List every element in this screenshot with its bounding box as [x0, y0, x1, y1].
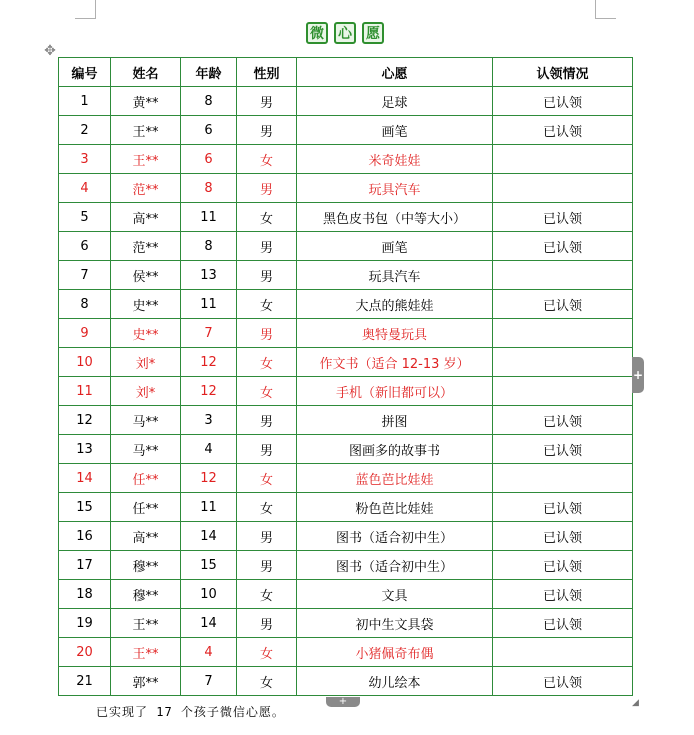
- cell-status: 已认领: [493, 609, 633, 638]
- cell-gender: 男: [237, 319, 297, 348]
- cell-wish: 画笔: [297, 232, 493, 261]
- cell-age: 11: [181, 203, 237, 232]
- title-char: 愿: [362, 22, 384, 44]
- cell-status: 已认领: [493, 232, 633, 261]
- cell-wish: 奥特曼玩具: [297, 319, 493, 348]
- cell-age: 8: [181, 87, 237, 116]
- cell-age: 11: [181, 290, 237, 319]
- cell-name: 任**: [111, 493, 181, 522]
- cell-wish: 文具: [297, 580, 493, 609]
- cell-status: [493, 319, 633, 348]
- cell-wish: 米奇娃娃: [297, 145, 493, 174]
- cell-wish: 手机（新旧都可以）: [297, 377, 493, 406]
- cell-gender: 男: [237, 116, 297, 145]
- cell-wish: 黑色皮书包（中等大小）: [297, 203, 493, 232]
- cell-gender: 女: [237, 580, 297, 609]
- cell-wish: 图画多的故事书: [297, 435, 493, 464]
- cell-gender: 男: [237, 435, 297, 464]
- cell-status: [493, 638, 633, 667]
- cell-name: 王**: [111, 609, 181, 638]
- header-name: 姓名: [111, 58, 181, 87]
- cell-name: 王**: [111, 145, 181, 174]
- cell-age: 11: [181, 493, 237, 522]
- cell-no: 20: [59, 638, 111, 667]
- cell-age: 14: [181, 522, 237, 551]
- cell-name: 史**: [111, 290, 181, 319]
- cell-no: 8: [59, 290, 111, 319]
- cell-gender: 女: [237, 493, 297, 522]
- cell-gender: 男: [237, 522, 297, 551]
- cell-wish: 粉色芭比娃娃: [297, 493, 493, 522]
- cell-no: 13: [59, 435, 111, 464]
- page-title: [306, 22, 384, 44]
- table-row: [59, 580, 633, 609]
- wish-table: [58, 57, 633, 696]
- table-header-row: [59, 58, 633, 87]
- cell-no: 15: [59, 493, 111, 522]
- cell-wish: 初中生文具袋: [297, 609, 493, 638]
- cell-name: 高**: [111, 203, 181, 232]
- cell-wish: 幼儿绘本: [297, 667, 493, 696]
- cell-name: 王**: [111, 116, 181, 145]
- table-row: [59, 261, 633, 290]
- cell-status: 已认领: [493, 87, 633, 116]
- cell-gender: 男: [237, 232, 297, 261]
- cell-gender: 女: [237, 667, 297, 696]
- cell-no: 6: [59, 232, 111, 261]
- cell-no: 17: [59, 551, 111, 580]
- cell-age: 6: [181, 145, 237, 174]
- cell-name: 范**: [111, 232, 181, 261]
- cell-wish: 玩具汽车: [297, 261, 493, 290]
- header-age: 年龄: [181, 58, 237, 87]
- cell-status: [493, 261, 633, 290]
- cell-wish: 图书（适合初中生）: [297, 551, 493, 580]
- table-move-icon[interactable]: ✥: [44, 43, 56, 59]
- table-row: [59, 609, 633, 638]
- cell-no: 4: [59, 174, 111, 203]
- cell-age: 15: [181, 551, 237, 580]
- cell-wish: 大点的熊娃娃: [297, 290, 493, 319]
- cell-no: 2: [59, 116, 111, 145]
- cell-gender: 女: [237, 464, 297, 493]
- table-row: [59, 493, 633, 522]
- cell-name: 刘*: [111, 348, 181, 377]
- table-row: [59, 435, 633, 464]
- table-row: [59, 522, 633, 551]
- cell-gender: 男: [237, 551, 297, 580]
- table-row: [59, 174, 633, 203]
- table-row: [59, 232, 633, 261]
- add-row-plus-icon[interactable]: +: [326, 697, 360, 707]
- cell-status: 已认领: [493, 667, 633, 696]
- cell-wish: 图书（适合初中生）: [297, 522, 493, 551]
- cell-gender: 女: [237, 290, 297, 319]
- cell-age: 7: [181, 667, 237, 696]
- cell-no: 21: [59, 667, 111, 696]
- cell-status: [493, 174, 633, 203]
- cell-status: 已认领: [493, 203, 633, 232]
- cell-name: 马**: [111, 435, 181, 464]
- cell-status: 已认领: [493, 406, 633, 435]
- table-row: [59, 406, 633, 435]
- table-row: [59, 377, 633, 406]
- cell-no: 12: [59, 406, 111, 435]
- cell-gender: 男: [237, 87, 297, 116]
- cell-status: 已认领: [493, 522, 633, 551]
- cell-name: 任**: [111, 464, 181, 493]
- cell-gender: 男: [237, 174, 297, 203]
- cell-wish: 作文书（适合 12-13 岁）: [297, 348, 493, 377]
- header-wish: 心愿: [297, 58, 493, 87]
- table-row: [59, 87, 633, 116]
- cell-status: 已认领: [493, 551, 633, 580]
- cell-wish: 小猪佩奇布偶: [297, 638, 493, 667]
- cell-status: [493, 464, 633, 493]
- cell-wish: 拼图: [297, 406, 493, 435]
- table-row: [59, 145, 633, 174]
- cell-name: 侯**: [111, 261, 181, 290]
- cell-no: 19: [59, 609, 111, 638]
- cell-age: 8: [181, 174, 237, 203]
- table-row: [59, 638, 633, 667]
- table-row: [59, 116, 633, 145]
- cell-gender: 女: [237, 377, 297, 406]
- cell-age: 13: [181, 261, 237, 290]
- cell-age: 12: [181, 348, 237, 377]
- cell-gender: 女: [237, 348, 297, 377]
- header-no: 编号: [59, 58, 111, 87]
- cell-name: 王**: [111, 638, 181, 667]
- cell-wish: 足球: [297, 87, 493, 116]
- table-row: [59, 290, 633, 319]
- cell-name: 范**: [111, 174, 181, 203]
- cell-age: 4: [181, 638, 237, 667]
- table-row: [59, 551, 633, 580]
- cell-age: 7: [181, 319, 237, 348]
- cell-name: 史**: [111, 319, 181, 348]
- header-gender: 性别: [237, 58, 297, 87]
- table-row: [59, 667, 633, 696]
- cell-age: 6: [181, 116, 237, 145]
- cell-wish: 画笔: [297, 116, 493, 145]
- title-char: 微: [306, 22, 328, 44]
- cell-no: 16: [59, 522, 111, 551]
- cell-status: 已认领: [493, 116, 633, 145]
- cell-name: 马**: [111, 406, 181, 435]
- table-row: [59, 348, 633, 377]
- cell-age: 8: [181, 232, 237, 261]
- cell-age: 10: [181, 580, 237, 609]
- cell-status: 已认领: [493, 493, 633, 522]
- cell-status: [493, 145, 633, 174]
- cell-status: 已认领: [493, 580, 633, 609]
- title-char: 心: [334, 22, 356, 44]
- cell-status: [493, 377, 633, 406]
- cell-name: 穆**: [111, 580, 181, 609]
- cell-name: 刘*: [111, 377, 181, 406]
- cell-no: 9: [59, 319, 111, 348]
- cell-age: 14: [181, 609, 237, 638]
- cell-no: 7: [59, 261, 111, 290]
- cell-no: 18: [59, 580, 111, 609]
- cell-age: 3: [181, 406, 237, 435]
- table-row: [59, 203, 633, 232]
- summary-text: 已实现了 17 个孩子微信心愿。: [96, 705, 285, 719]
- header-status: 认领情况: [493, 58, 633, 87]
- cell-gender: 男: [237, 609, 297, 638]
- cell-status: 已认领: [493, 290, 633, 319]
- cell-gender: 女: [237, 638, 297, 667]
- cell-no: 14: [59, 464, 111, 493]
- table-row: [59, 464, 633, 493]
- cell-status: [493, 348, 633, 377]
- cell-name: 郭**: [111, 667, 181, 696]
- table-resize-icon[interactable]: ◢: [632, 698, 639, 708]
- cell-no: 5: [59, 203, 111, 232]
- cell-age: 4: [181, 435, 237, 464]
- cell-age: 12: [181, 377, 237, 406]
- cell-no: 11: [59, 377, 111, 406]
- add-column-plus-icon[interactable]: +: [632, 357, 644, 393]
- cell-no: 1: [59, 87, 111, 116]
- page-corner-mark-right: [595, 0, 616, 19]
- table-row: [59, 319, 633, 348]
- cell-wish: 玩具汽车: [297, 174, 493, 203]
- page-corner-mark-left: [75, 0, 96, 19]
- cell-gender: 女: [237, 203, 297, 232]
- cell-gender: 女: [237, 145, 297, 174]
- cell-gender: 男: [237, 261, 297, 290]
- cell-name: 黄**: [111, 87, 181, 116]
- cell-status: 已认领: [493, 435, 633, 464]
- cell-name: 穆**: [111, 551, 181, 580]
- cell-no: 3: [59, 145, 111, 174]
- cell-gender: 男: [237, 406, 297, 435]
- cell-age: 12: [181, 464, 237, 493]
- cell-name: 高**: [111, 522, 181, 551]
- cell-no: 10: [59, 348, 111, 377]
- cell-wish: 蓝色芭比娃娃: [297, 464, 493, 493]
